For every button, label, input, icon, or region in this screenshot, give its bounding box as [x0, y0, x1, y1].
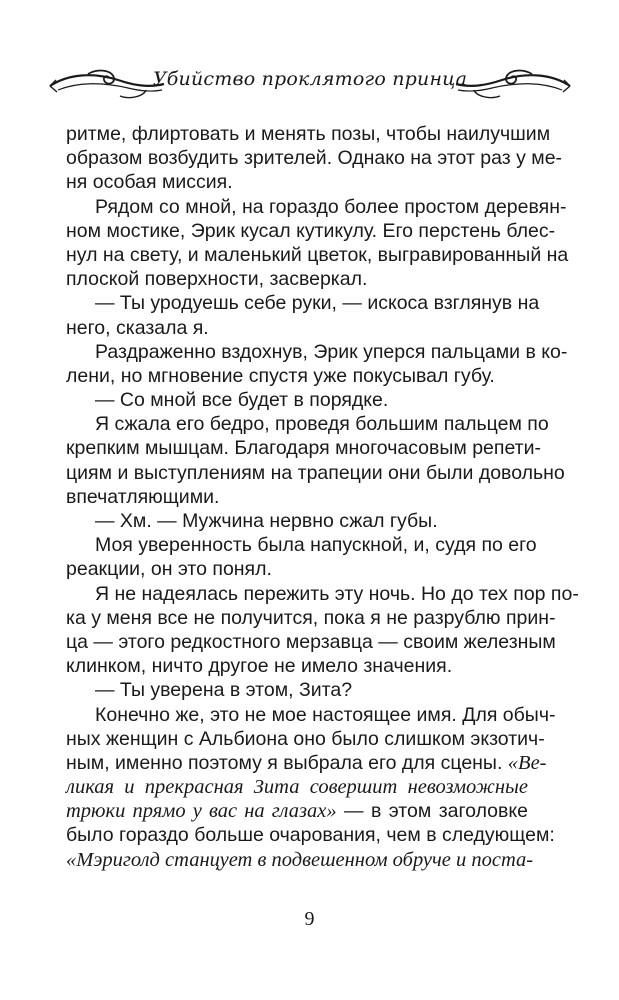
text-line — [66, 267, 528, 291]
italic-text-run: ликая и прекрасная Зита совершит невозможные — [66, 776, 528, 799]
text-run: Конечно же, это не мое настоящее имя. Для обыч- — [95, 703, 556, 726]
text-run: крепким мышцам. Благодаря многочасовым репети- — [66, 437, 541, 460]
text-run: ня особая миссия. — [66, 171, 233, 194]
right-flourish-ornament — [454, 66, 572, 102]
text-line — [66, 291, 540, 315]
text-line — [66, 823, 555, 847]
text-line — [66, 146, 563, 170]
italic-text-run: «Ве- — [507, 751, 547, 774]
text-line — [66, 436, 541, 460]
text-run: ритме, флиртовать и менять позы, чтобы наилучшим — [66, 123, 551, 145]
text-run: впечатляющими. — [66, 485, 220, 508]
page-number: 9 — [304, 908, 315, 930]
text-run: Раздраженно вздохнув, Эрик уперся пальцами в ко- — [95, 340, 568, 363]
text-line — [66, 848, 534, 872]
text-run: ном мостике, Эрик кусал кутикулу. Его перстень блес- — [66, 219, 556, 242]
text-run: ка у меня все не получится, пока я не разрублю прин- — [66, 606, 556, 629]
text-line — [66, 533, 537, 557]
text-run: было гораздо больше очарования, чем в следующем: — [66, 824, 555, 847]
text-run: Моя уверенность была напускной, и, судя по его — [95, 534, 537, 557]
text-run: него, сказала я. — [66, 316, 209, 339]
text-run: циям и выступлениям на трапеции они были довольно — [66, 461, 565, 484]
text-line — [66, 509, 528, 533]
italic-text-run: трюки прямо у вас на глазах» — [66, 800, 337, 823]
text-line — [66, 122, 551, 146]
text-line — [66, 485, 528, 509]
text-line — [66, 630, 556, 654]
text-line — [66, 170, 528, 194]
text-run: ных женщин с Альбиона оно было слишком экзотич- — [66, 727, 545, 750]
text-run: клинком, ничто другое не имело значения. — [66, 655, 453, 678]
text-line — [66, 557, 528, 581]
text-line — [66, 775, 528, 799]
text-run: нул на свету, и маленький цветок, выгравированный на — [66, 243, 569, 266]
text-run: ным, именно поэтому я выбрала его для сцены. — [66, 751, 508, 774]
text-line — [66, 727, 545, 751]
text-run: — Ты уродуешь себе руки, — искоса взглянув на — [95, 292, 540, 315]
text-line — [66, 316, 528, 340]
text-line — [66, 340, 568, 364]
text-line — [66, 219, 556, 243]
text-line — [66, 195, 567, 219]
text-run: лени, но мгновение спустя уже покусывал губу. — [66, 364, 495, 387]
text-run: образом возбудить зрителей. Однако на этот раз у ме- — [66, 147, 563, 170]
text-line — [66, 606, 556, 630]
text-run: Я сжала его бедро, проведя большим пальцем по — [95, 413, 549, 436]
text-run: реакции, он это понял. — [66, 558, 272, 581]
running-title: Убийство проклятого принца — [152, 68, 468, 90]
text-line — [66, 703, 556, 727]
text-run: Рядом со мной, на гораздо более простом деревян- — [95, 195, 567, 218]
text-run: Я не надеялась пережить эту ночь. Но до тех пор по- — [95, 582, 579, 605]
text-line — [66, 412, 549, 436]
text-run: — Ты уверена в этом, Зита? — [95, 679, 353, 702]
text-line — [66, 678, 528, 702]
text-line — [66, 364, 528, 388]
text-line — [66, 654, 528, 678]
text-run: — Со мной все будет в порядке. — [95, 389, 389, 412]
text-line — [66, 243, 569, 267]
text-line — [66, 751, 547, 775]
body-text — [66, 122, 579, 872]
text-line — [66, 799, 528, 823]
text-line — [66, 388, 528, 412]
text-line — [66, 461, 565, 485]
italic-text-run: «Мэриголд станцует в подвешенном обруче и поста- — [66, 848, 534, 871]
text-run: плоской поверхности, засверкал. — [66, 268, 368, 291]
text-line — [66, 582, 579, 606]
text-run: ца — этого редкостного мерзавца — своим железным — [66, 630, 556, 653]
text-run: — в этом заголовке — [336, 800, 528, 823]
text-run: — Хм. — Мужчина нервно сжал губы. — [95, 510, 438, 532]
running-header — [40, 58, 580, 108]
